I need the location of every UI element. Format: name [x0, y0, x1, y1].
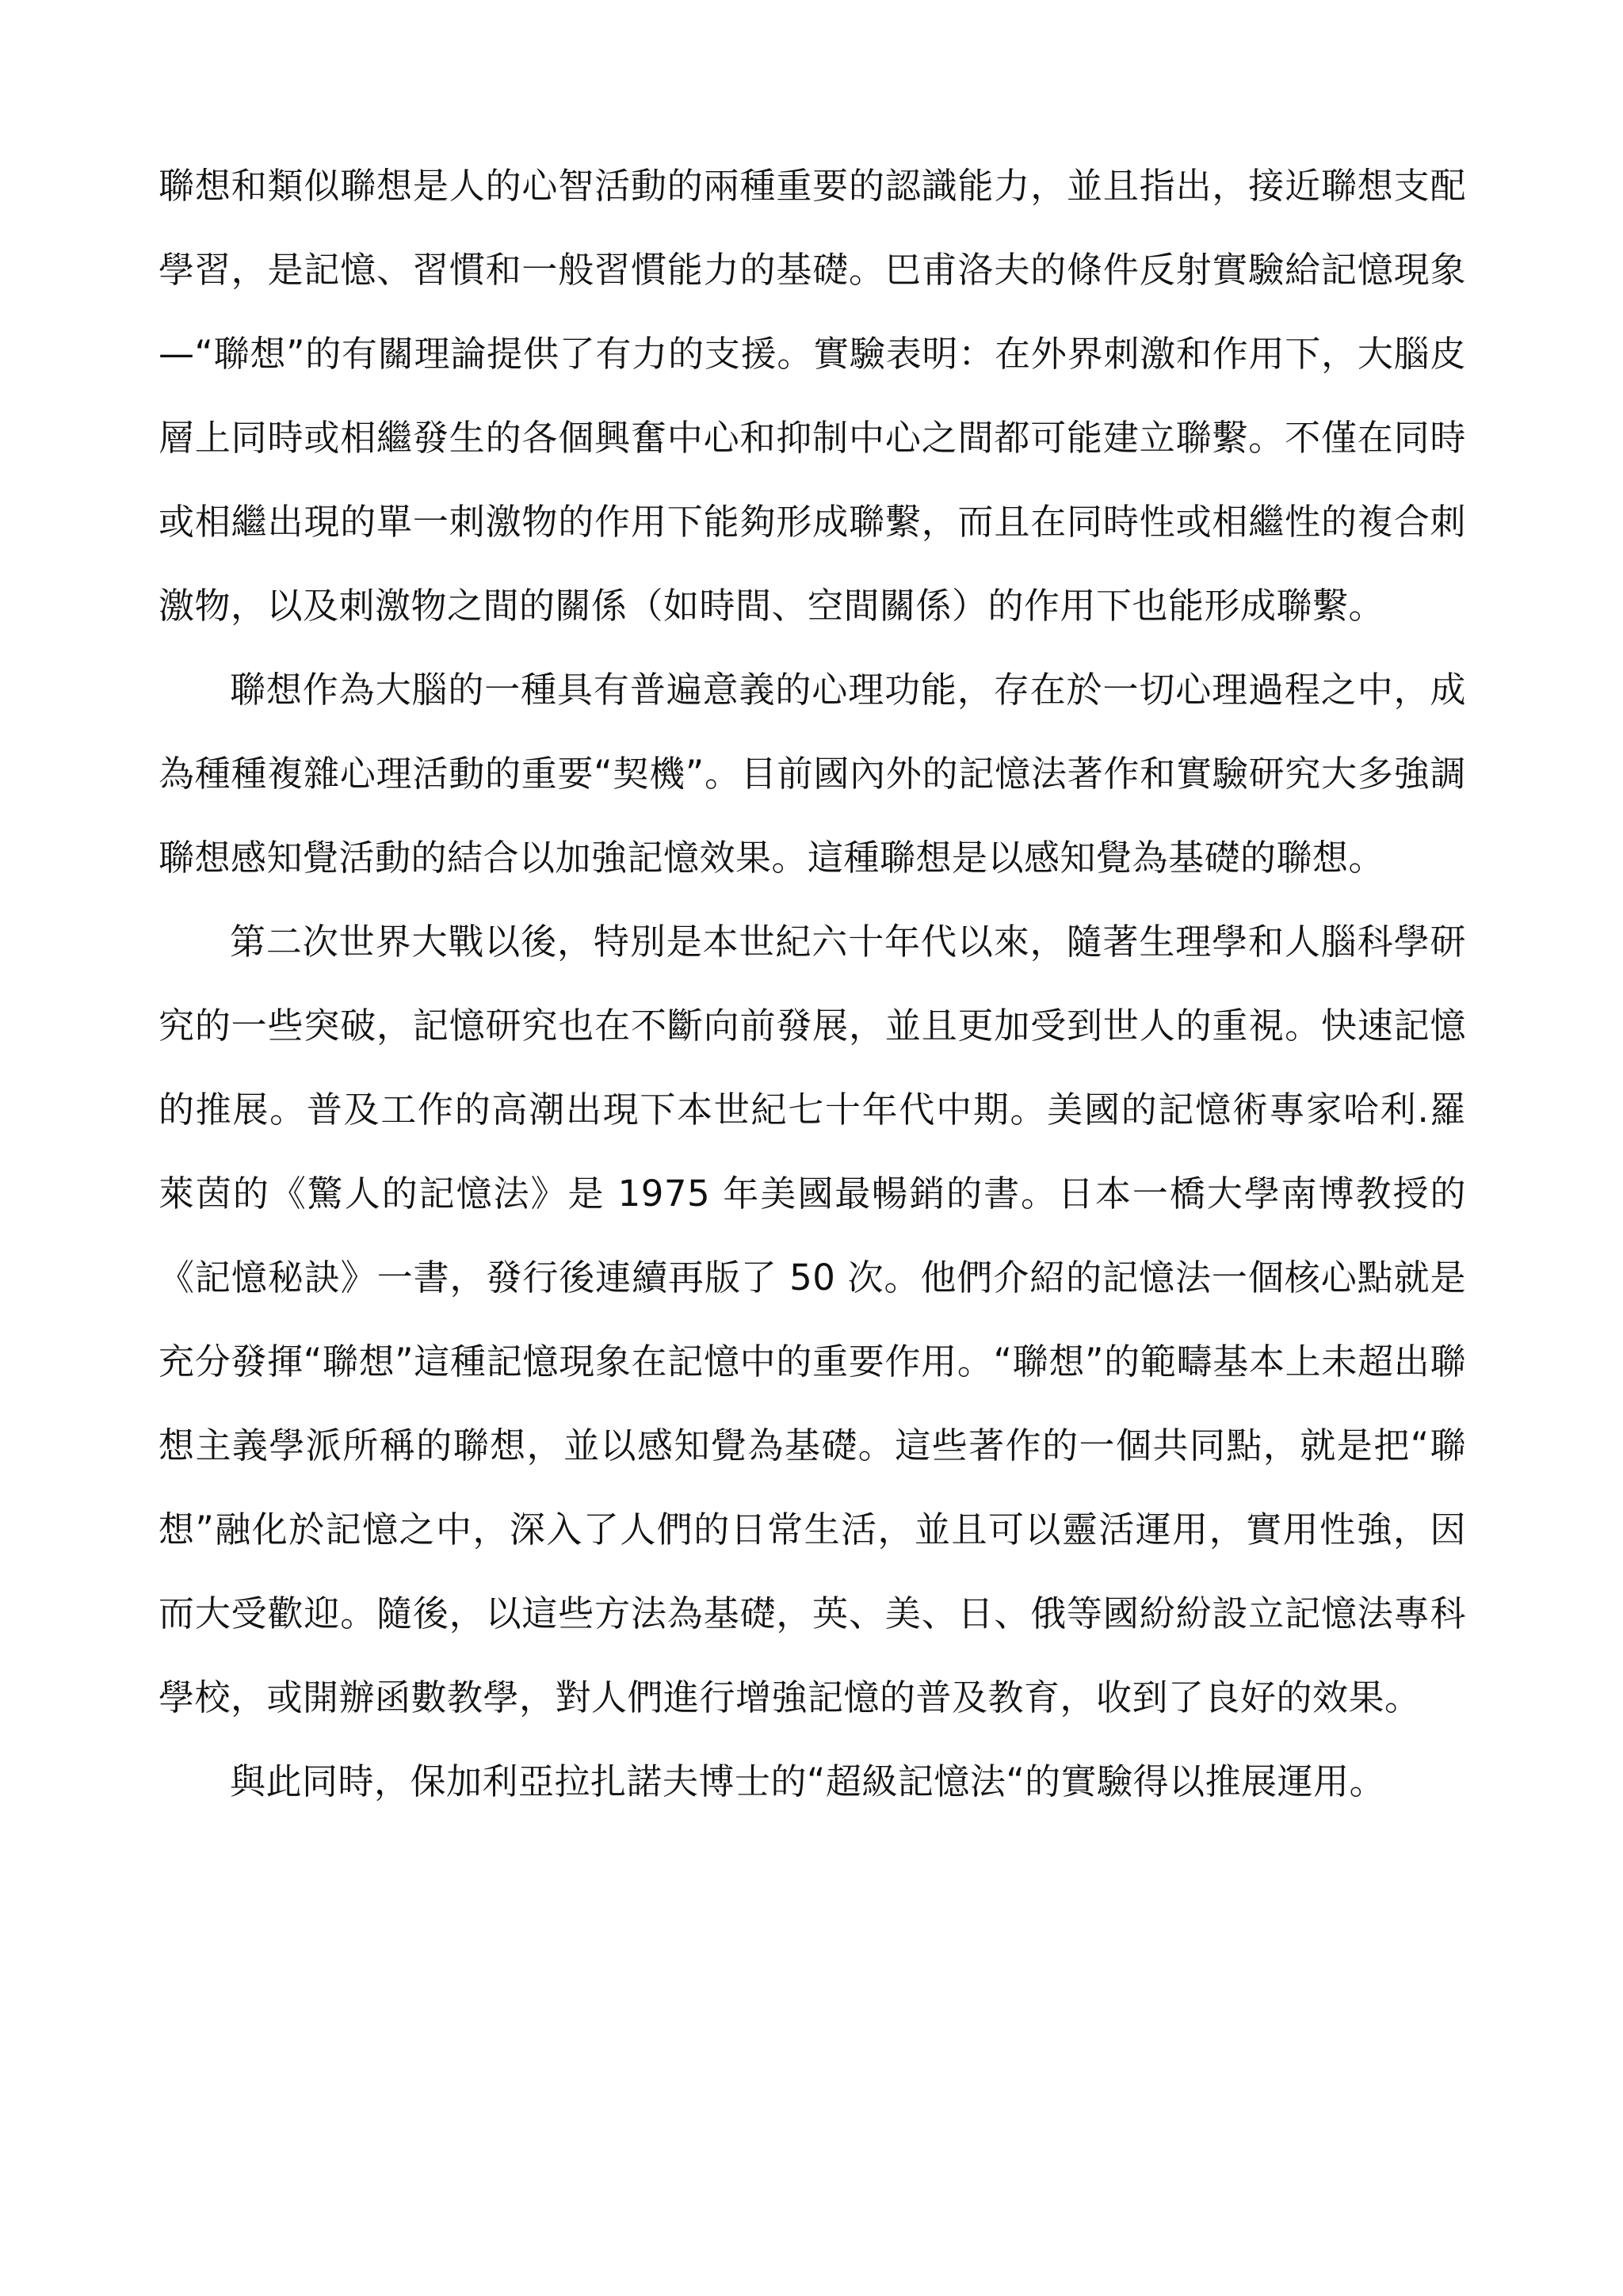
paragraph: 第二次世界大戰以後，特別是本世紀六十年代以來，隨著生理學和人腦科學研究的一些突破，記憶研究也在不斷向前發展，並且更加受到世人的重視。快速記憶的推展。普及工作的高潮出現下本世紀七十年代中期。美國的記憶術專家哈利.羅萊茵的《驚人的記憶法》是 1975 年美國最暢銷的書。日本一橋大學南博教授的《記憶秘訣》一書，發行後連續再版了 50 次。他們介紹的記憶法一個核心點就是充分發揮“聯想”這種記憶現象在記憶中的重要作用。“聯想”的範疇基本上未超出聯想主義學派所稱的聯想，並以感知覺為基礎。這些著作的一個共同點，就是把“聯想”融化於記憶之中，深入了人們的日常生活，並且可以靈活運用，實用性強，因而大受歡迎。隨後，以這些方法為基礎，英、美、日、俄等國紛紛設立記憶法專科學校，或開辦函數教學，對人們進行增強記憶的普及教育，收到了良好的效果。 — [158, 921, 1466, 1718]
paragraph: 聯想作為大腦的一種具有普遍意義的心理功能，存在於一切心理過程之中，成為種種複雜心理活動的重要“契機”。目前國內外的記憶法著作和實驗研究大多強調聯想感知覺活動的結合以加強記憶效果。這種聯想是以感知覺為基礎的聯想。 — [158, 669, 1466, 879]
paragraph-continued: 聯想和類似聯想是人的心智活動的兩種重要的認識能力，並且指出，接近聯想支配學習，是記憶、習慣和一般習慣能力的基礎。巴甫洛夫的條件反射實驗給記憶現象—“聯想”的有關理論提供了有力的支援。實驗表明：在外界刺激和作用下，大腦皮層上同時或相繼發生的各個興奮中心和抑制中心之間都可能建立聯繫。不僅在同時或相繼出現的單一刺激物的作用下能夠形成聯繫，而且在同時性或相繼性的複合刺激物，以及刺激物之間的關係（如時間、空間關係）的作用下也能形成聯繫。 — [158, 165, 1466, 627]
body-text — [158, 144, 1466, 1824]
paragraph: 與此同時，保加利亞拉扎諾夫博士的“超級記憶法“的實驗得以推展運用。 — [230, 1760, 1386, 1802]
